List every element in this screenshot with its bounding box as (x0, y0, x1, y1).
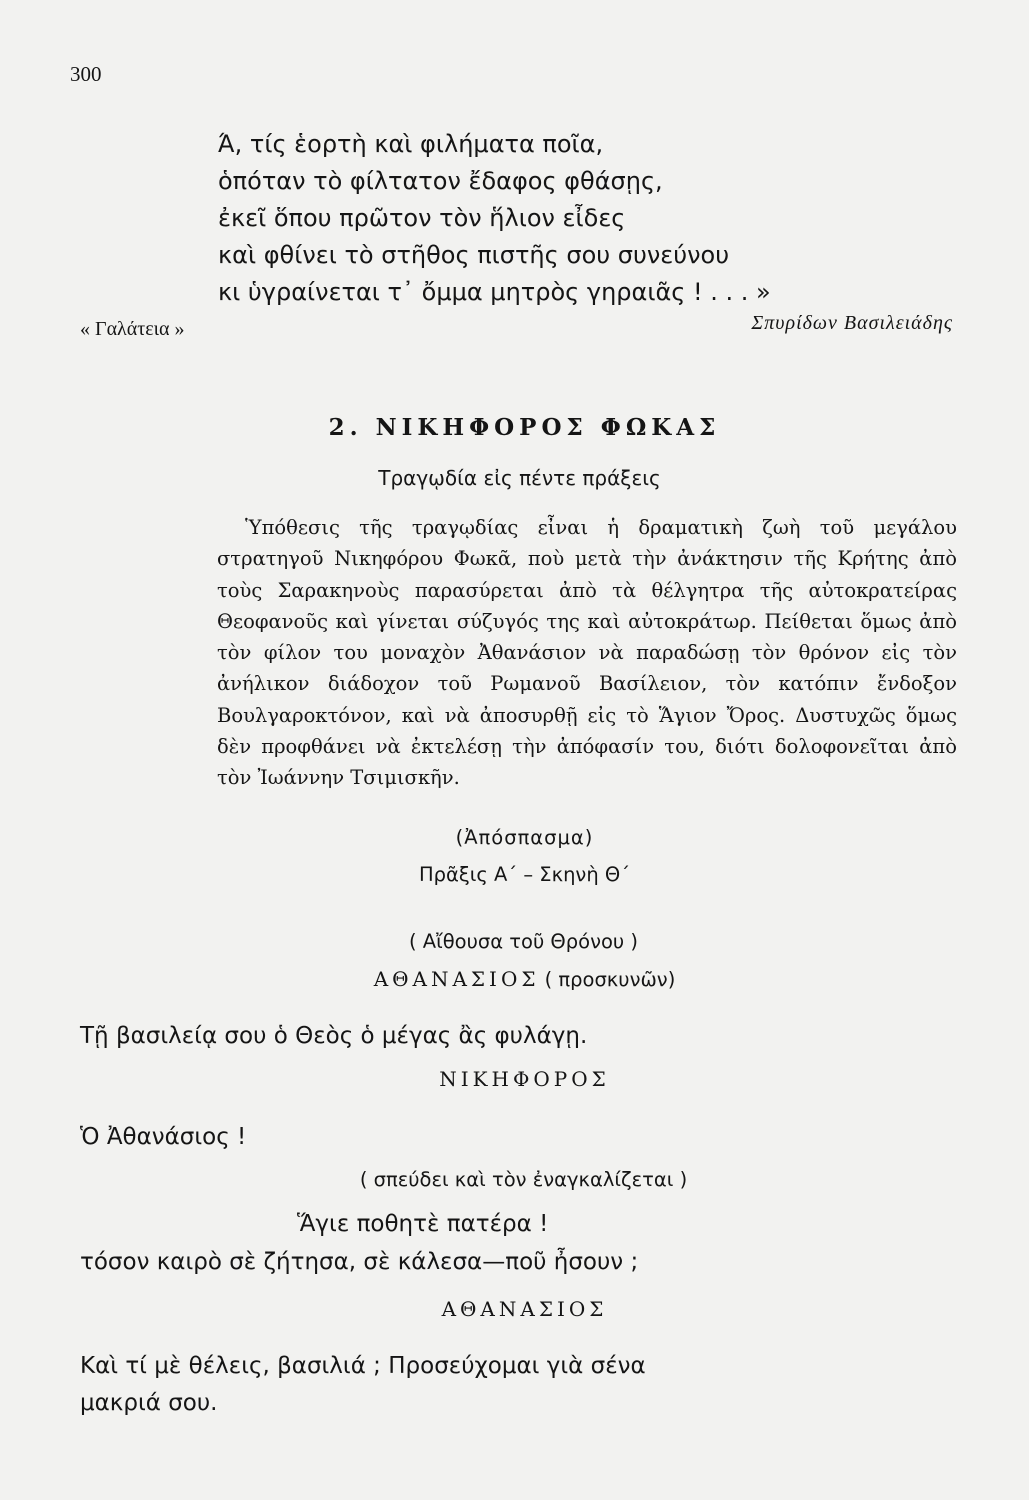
poem-line: καὶ φθίνει τὸ στῆθος πιστῆς σου συνεύνου (218, 241, 730, 269)
speaker-heading (0, 967, 1029, 991)
dialogue-line: μακριά σου. (80, 1390, 218, 1416)
excerpt-label: (Ἀπόσπασμα) (455, 826, 594, 849)
synopsis-paragraph (217, 512, 957, 794)
page-number: 300 (70, 62, 102, 86)
act-scene-label: Πρᾶξις Α΄ – Σκηνὴ Θ΄ (419, 863, 630, 886)
dialogue-block (80, 1348, 646, 1422)
speaker-name: ΑΘΑΝΑΣΙΟΣ (441, 1297, 608, 1321)
dialogue-line: Τῇ βασιλείᾳ σου ὁ Θεὸς ὁ μέγας ἂς φυλάγῃ. (80, 1023, 588, 1049)
speaker-name: ΑΘΑΝΑΣΙΟΣ (373, 967, 540, 991)
poem-line: ἐκεῖ ὅπου πρῶτον τὸν ἥλιον εἶδες (218, 204, 626, 232)
section-title: 2. ΝΙΚΗΦΟΡΟΣ ΦΩΚΑΣ (328, 414, 721, 441)
poem-source: « Γαλάτεια » (80, 318, 185, 340)
dialogue-line: Καὶ τί μὲ θέλεις, βασιλιά ; Προσεύχομαι γιὰ σένα (80, 1353, 646, 1379)
poem-line: ὁπόταν τὸ φίλτατον ἔδαφος φθάσῃς, (218, 167, 663, 195)
dialogue-line: Ὁ Ἀθανάσιος ! (80, 1124, 247, 1150)
speaker-name: ΝΙΚΗΦΟΡΟΣ (439, 1067, 610, 1091)
poem-stanza (218, 126, 771, 311)
poem-line: κι ὑγραίνεται τ᾽ ὄμμα μητρὸς γηραιᾶς ! . . . » (218, 278, 771, 306)
synopsis-text: Ὑπόθεσις τῆς τραγῳδίας εἶναι ἡ δραματικὴ ζωὴ τοῦ μεγάλου στρατηγοῦ Νικηφόρου Φωκᾶ, ποὺ μετὰ τὴν ἀνάκτησιν τῆς Κρήτης ἀπὸ τοὺς Σαρακηνοὺς παρασύρεται ἀπὸ τὰ θέλγητρα τῆς αὐτοκρατείρας Θεοφανοῦς καὶ γίνεται σύζυγός της καὶ αὐτοκράτωρ. Πείθεται ὅμως ἀπὸ τὸν φίλον του μοναχὸν Ἀθανάσιον νὰ παραδώσῃ τὸν θρόνον εἰς τὸν ἀνήλικον διάδοχον τοῦ Ρωμανοῦ Βασίλειον, τὸν κατόπιν ἔνδοξον Βουλγαροκτόνον, καὶ νὰ ἀποσυρθῇ εἰς τὸ Ἅγιον Ὄρος. Δυστυχῶς ὅμως δὲν προφθάνει νὰ ἐκτελέσῃ τὴν ἀπόφασίν του, διότι δολοφονεῖται ἀπὸ τὸν Ἰωάννην Τσιμισκῆν. (217, 516, 957, 790)
poem-author: Σπυρίδων Βασιλειάδης (751, 312, 953, 334)
section-subtitle: Τραγῳδία εἰς πέντε πράξεις (378, 466, 661, 490)
dialogue-line: Ἅγιε ποθητὲ πατέρα ! (297, 1211, 549, 1237)
dialogue-line: τόσον καιρὸ σὲ ζήτησα, σὲ κάλεσα—ποῦ ἦσουν ; (80, 1249, 639, 1275)
poem-line: Ά, τίς ἑορτὴ καὶ φιλήματα ποῖα, (218, 130, 604, 158)
scene-setting: ( Αἴθουσα τοῦ Θρόνου ) (408, 930, 639, 953)
stage-direction: ( σπεύδει καὶ τὸν ἐναγκαλίζεται ) (359, 1168, 688, 1191)
stage-direction: ( προσκυνῶν) (544, 968, 676, 991)
